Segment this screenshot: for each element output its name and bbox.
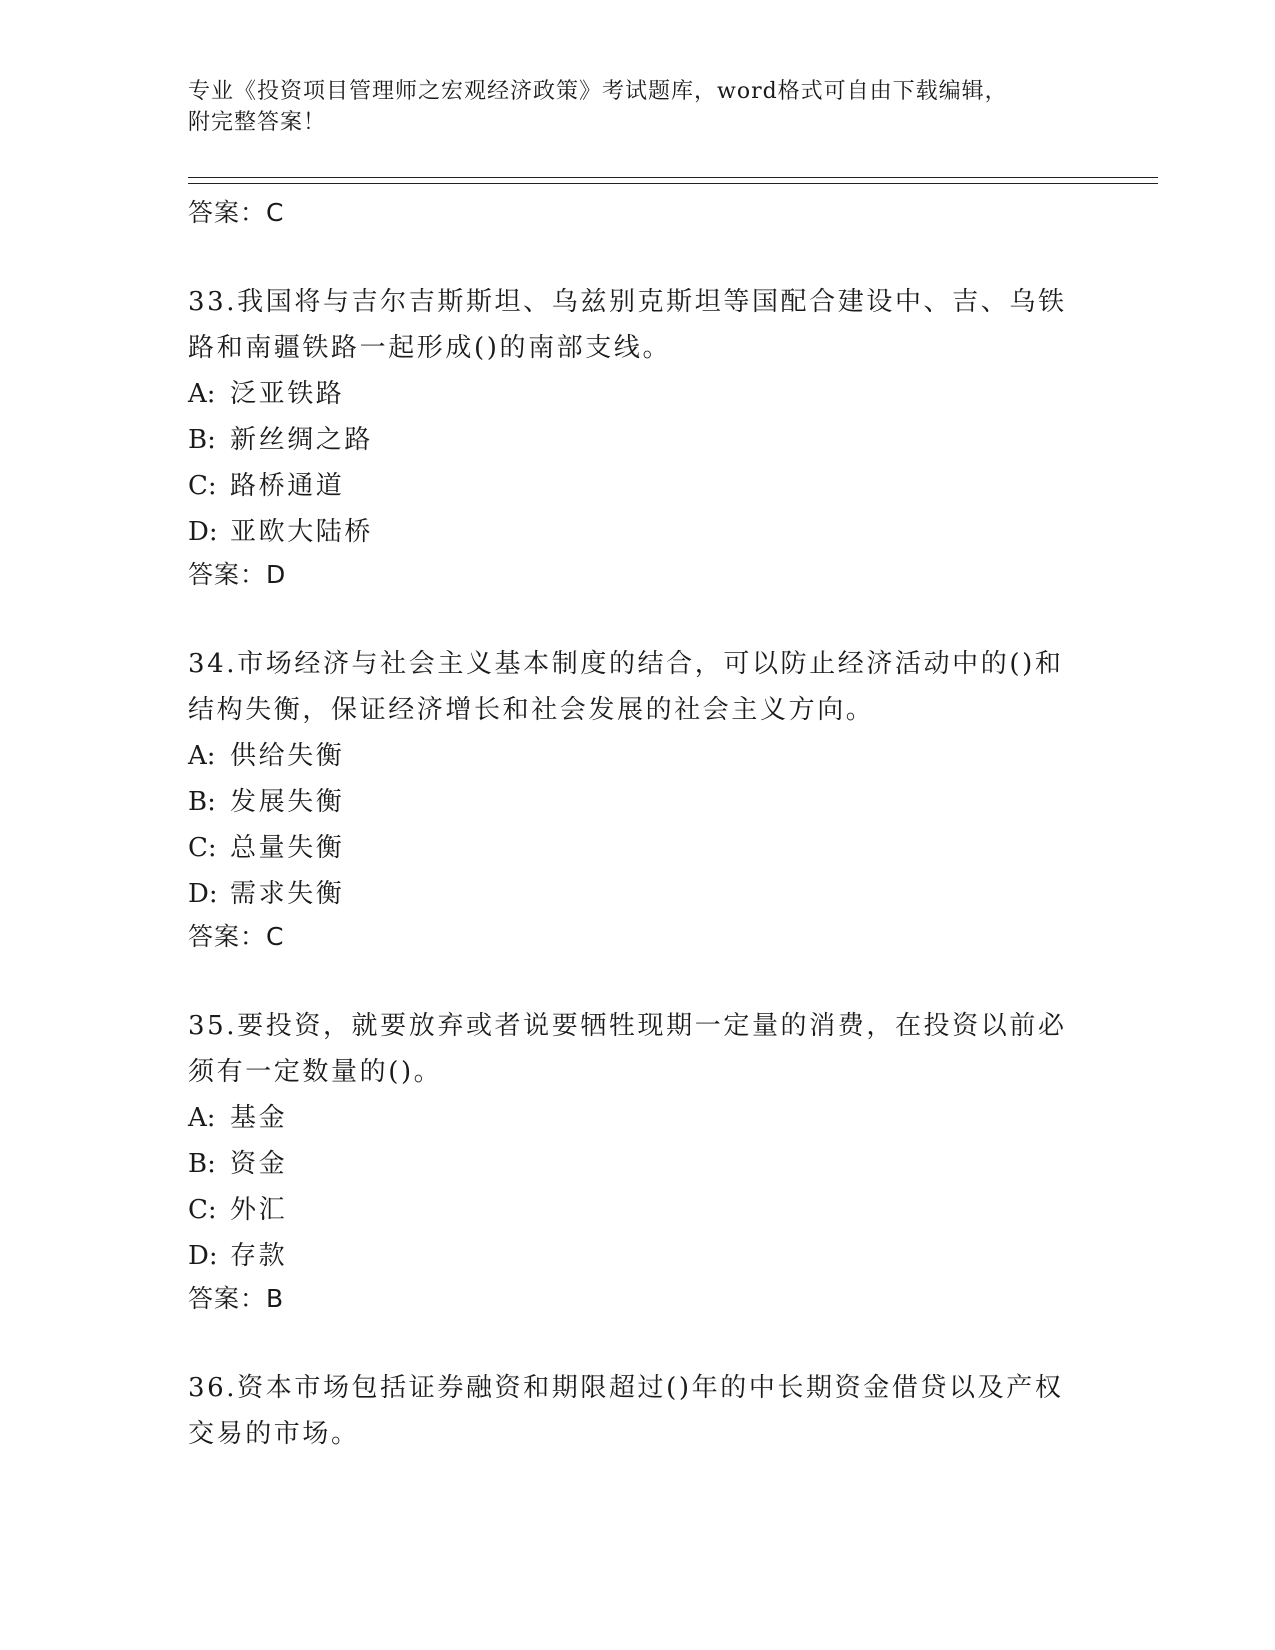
option-b (188, 779, 1088, 825)
option-text: 供给失衡 (230, 741, 345, 771)
option-letter: C: (188, 833, 217, 863)
option-letter: A: (188, 741, 216, 771)
option-letter: C: (188, 1195, 217, 1225)
option-d (188, 1233, 1088, 1279)
option-text: 新丝绸之路 (230, 425, 374, 455)
option-letter: D: (188, 517, 218, 547)
question-33 (188, 279, 1088, 595)
option-letter: D: (188, 1241, 218, 1271)
option-text: 发展失衡 (230, 787, 345, 817)
option-c (188, 825, 1088, 871)
option-text: 存款 (230, 1241, 288, 1271)
option-letter: B: (188, 1149, 216, 1179)
question-stem: 33.我国将与吉尔吉斯斯坦、乌兹别克斯坦等国配合建设中、吉、乌铁路和南疆铁路一起形成()的南部支线。 (188, 287, 1067, 363)
document-header (188, 76, 1088, 138)
option-text: 路桥通道 (230, 471, 345, 501)
option-letter: A: (188, 1103, 216, 1133)
option-letter: B: (188, 787, 216, 817)
question-stem: 36.资本市场包括证券融资和期限超过()年的中长期资金借贷以及产权交易的市场。 (188, 1373, 1064, 1449)
option-letter: A: (188, 379, 216, 409)
answer-line: 答案：C (188, 198, 285, 227)
question-stem: 35.要投资，就要放弃或者说要牺牲现期一定量的消费，在投资以前必须有一定数量的()。 (188, 1011, 1067, 1087)
option-letter: C: (188, 471, 217, 501)
option-a (188, 371, 1088, 417)
option-b (188, 1141, 1088, 1187)
option-d (188, 871, 1088, 917)
header-line-2: 附完整答案！ (188, 110, 327, 135)
question-list (188, 193, 1088, 1457)
option-letter: B: (188, 425, 216, 455)
question-stem: 34.市场经济与社会主义基本制度的结合，可以防止经济活动中的()和结构失衡，保证经济增长和社会发展的社会主义方向。 (188, 649, 1064, 725)
option-text: 泛亚铁路 (230, 379, 345, 409)
option-a (188, 733, 1088, 779)
answer-line: 答案：C (188, 922, 285, 951)
option-text: 总量失衡 (230, 833, 345, 863)
header-line-1: 专业《投资项目管理师之宏观经济政策》考试题库，word格式可自由下载编辑， (188, 79, 1008, 104)
option-text: 资金 (230, 1149, 288, 1179)
option-a (188, 1095, 1088, 1141)
question-36 (188, 1365, 1088, 1457)
option-d (188, 509, 1088, 555)
question-34 (188, 641, 1088, 957)
header-divider-bottom (188, 183, 1158, 184)
option-b (188, 417, 1088, 463)
option-c (188, 1187, 1088, 1233)
question-35 (188, 1003, 1088, 1319)
option-text: 需求失衡 (230, 879, 345, 909)
option-text: 外汇 (230, 1195, 288, 1225)
answer-line: 答案：B (188, 1284, 285, 1313)
option-text: 基金 (230, 1103, 288, 1133)
option-c (188, 463, 1088, 509)
option-letter: D: (188, 879, 218, 909)
header-divider-top (188, 177, 1158, 178)
option-text: 亚欧大陆桥 (230, 517, 374, 547)
answer-line: 答案：D (188, 560, 287, 589)
